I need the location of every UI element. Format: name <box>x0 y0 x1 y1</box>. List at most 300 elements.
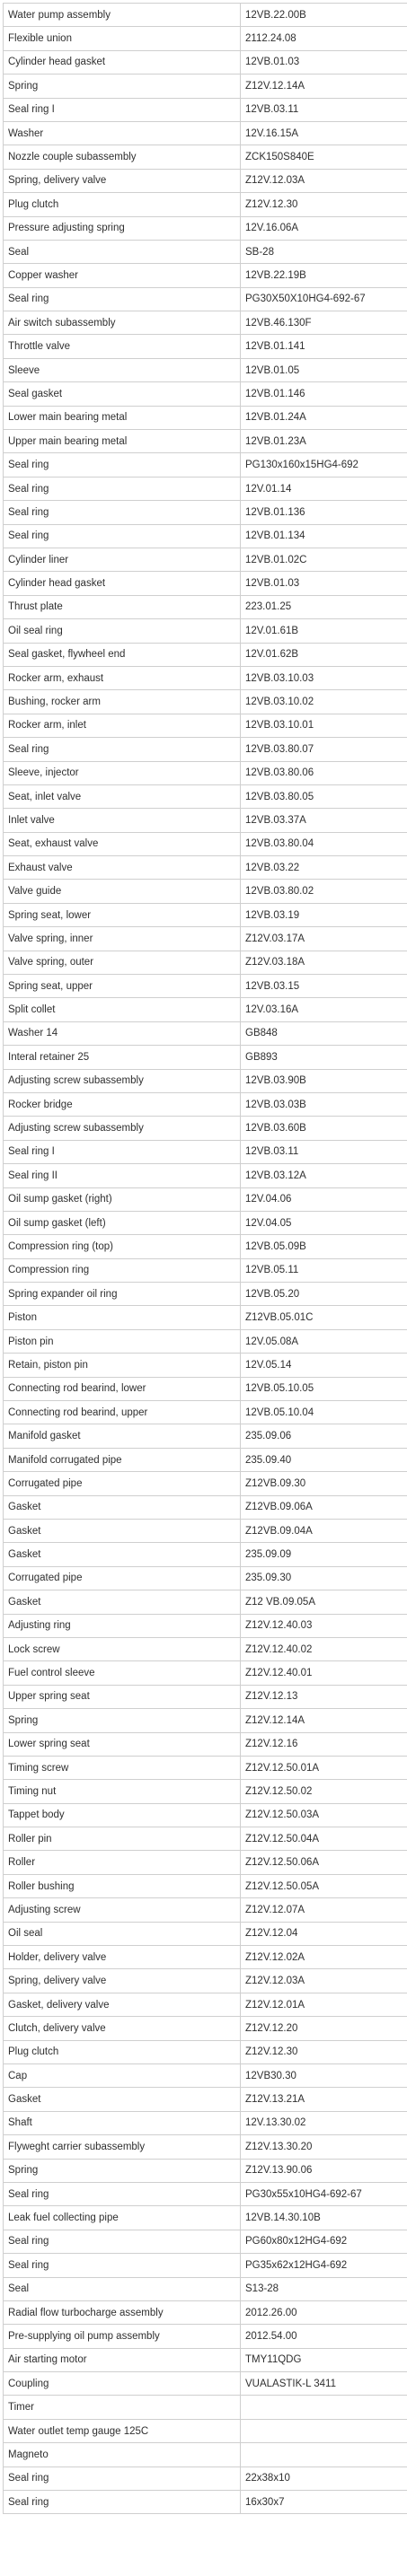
table-row <box>4 406 407 429</box>
table-row <box>4 998 407 1021</box>
table-row <box>4 619 407 643</box>
table-row <box>4 382 407 406</box>
part-name-cell: Inlet valve <box>4 809 241 832</box>
part-number-cell: PG60x80x12HG4-692 <box>241 2230 407 2253</box>
table-row <box>4 1637 407 1660</box>
table-row <box>4 1756 407 1779</box>
part-number-cell: 235.09.09 <box>241 1543 407 1566</box>
part-name-cell: Interal retainer 25 <box>4 1046 241 1069</box>
table-row <box>4 1732 407 1756</box>
table-row <box>4 1520 407 1543</box>
part-number-cell: Z12V.12.14A <box>241 74 407 98</box>
part-number-cell: 12V.04.05 <box>241 1211 407 1234</box>
part-name-cell: Throttle valve <box>4 335 241 358</box>
table-row <box>4 809 407 832</box>
part-name-cell: Seal ring I <box>4 1140 241 1163</box>
part-number-cell: 12VB.14.30.10B <box>241 2206 407 2230</box>
table-row <box>4 666 407 689</box>
part-name-cell: Sleeve, injector <box>4 761 241 784</box>
table-row <box>4 2254 407 2277</box>
part-number-cell: 2112.24.08 <box>241 27 407 50</box>
table-row <box>4 2396 407 2419</box>
table-row <box>4 1187 407 1211</box>
part-number-cell: Z12V.12.40.03 <box>241 1614 407 1637</box>
part-number-cell <box>241 2443 407 2466</box>
table-row <box>4 145 407 169</box>
part-name-cell: Thrust plate <box>4 595 241 618</box>
part-name-cell: Lower spring seat <box>4 1732 241 1756</box>
part-name-cell: Flexible union <box>4 27 241 50</box>
part-name-cell: Manifold corrugated pipe <box>4 1448 241 1471</box>
part-number-cell: 12VB.05.11 <box>241 1258 407 1282</box>
part-name-cell: Rocker arm, inlet <box>4 714 241 737</box>
part-number-cell: 12VB.01.141 <box>241 335 407 358</box>
table-row <box>4 2466 407 2490</box>
part-number-cell: PG30x55x10HG4-692-67 <box>241 2182 407 2205</box>
part-name-cell: Seal ring <box>4 453 241 477</box>
part-name-cell: Washer 14 <box>4 1021 241 1045</box>
part-name-cell: Seal ring <box>4 501 241 524</box>
part-name-cell: Oil seal ring <box>4 619 241 643</box>
part-name-cell: Compression ring (top) <box>4 1235 241 1258</box>
part-name-cell: Spring seat, lower <box>4 903 241 926</box>
table-row <box>4 2135 407 2159</box>
table-row <box>4 1354 407 1377</box>
table-row <box>4 2443 407 2466</box>
table-row <box>4 2017 407 2040</box>
table-row <box>4 1851 407 1874</box>
table-row <box>4 1803 407 1827</box>
part-name-cell: Copper washer <box>4 264 241 287</box>
part-name-cell: Seal ring <box>4 524 241 548</box>
part-number-cell: 12V.01.61B <box>241 619 407 643</box>
part-number-cell: S13-28 <box>241 2277 407 2300</box>
part-name-cell: Valve spring, outer <box>4 951 241 974</box>
part-name-cell: Seal gasket <box>4 382 241 406</box>
part-name-cell: Air starting motor <box>4 2348 241 2371</box>
part-number-cell: Z12V.12.50.04A <box>241 1827 407 1851</box>
table-row <box>4 927 407 951</box>
part-number-cell: 12V.04.06 <box>241 1187 407 1211</box>
part-name-cell: Lower main bearing metal <box>4 406 241 429</box>
part-name-cell: Pre-supplying oil pump assembly <box>4 2325 241 2348</box>
part-name-cell: Piston <box>4 1306 241 1329</box>
table-row <box>4 216 407 240</box>
table-row <box>4 2300 407 2324</box>
part-number-cell: Z12V.13.90.06 <box>241 2159 407 2182</box>
part-name-cell: Seat, inlet valve <box>4 784 241 808</box>
part-name-cell: Seal ring I <box>4 98 241 121</box>
table-row <box>4 169 407 192</box>
table-row <box>4 430 407 453</box>
part-number-cell: 12VB.01.05 <box>241 358 407 381</box>
part-name-cell: Adjusting screw <box>4 1898 241 1922</box>
part-name-cell: Upper spring seat <box>4 1685 241 1708</box>
table-row <box>4 1827 407 1851</box>
part-number-cell: 12VB.01.23A <box>241 430 407 453</box>
table-row <box>4 1258 407 1282</box>
part-name-cell: Clutch, delivery valve <box>4 2017 241 2040</box>
part-number-cell <box>241 2419 407 2442</box>
part-number-cell: 12VB.03.80.06 <box>241 761 407 784</box>
part-number-cell: 12VB.05.09B <box>241 1235 407 1258</box>
table-row <box>4 738 407 761</box>
table-row <box>4 1898 407 1922</box>
part-number-cell: 12VB.03.60B <box>241 1117 407 1140</box>
part-number-cell: 12VB.03.11 <box>241 98 407 121</box>
part-name-cell: Radial flow turbocharge assembly <box>4 2300 241 2324</box>
table-row <box>4 761 407 784</box>
part-name-cell: Roller bushing <box>4 1874 241 1897</box>
part-name-cell: Seal ring <box>4 2466 241 2490</box>
part-number-cell: GB848 <box>241 1021 407 1045</box>
part-name-cell: Tappet body <box>4 1803 241 1827</box>
part-name-cell: Leak fuel collecting pipe <box>4 2206 241 2230</box>
parts-table <box>3 3 407 2514</box>
table-row <box>4 2277 407 2300</box>
part-name-cell: Water outlet temp gauge 125C <box>4 2419 241 2442</box>
part-number-cell: Z12V.12.20 <box>241 2017 407 2040</box>
table-row <box>4 1046 407 1069</box>
part-name-cell: Magneto <box>4 2443 241 2466</box>
table-row <box>4 2372 407 2396</box>
part-number-cell: PG130x160x15HG4-692 <box>241 453 407 477</box>
part-number-cell: 12VB.05.10.05 <box>241 1377 407 1400</box>
part-number-cell: VUALASTIK-L 3411 <box>241 2372 407 2396</box>
part-number-cell: Z12VB.09.04A <box>241 1520 407 1543</box>
part-name-cell: Corrugated pipe <box>4 1472 241 1495</box>
part-name-cell: Timer <box>4 2396 241 2419</box>
part-name-cell: Seal ring II <box>4 1164 241 1187</box>
part-name-cell: Fuel control sleeve <box>4 1661 241 1685</box>
table-row <box>4 1283 407 1306</box>
part-number-cell: 12VB.03.11 <box>241 1140 407 1163</box>
table-row <box>4 2325 407 2348</box>
table-row <box>4 1661 407 1685</box>
part-number-cell: 12VB.03.15 <box>241 975 407 998</box>
part-number-cell: Z12 VB.09.05A <box>241 1590 407 1614</box>
part-number-cell: 12VB.01.03 <box>241 572 407 595</box>
part-name-cell: Shaft <box>4 2111 241 2134</box>
table-row <box>4 311 407 335</box>
part-name-cell: Cylinder head gasket <box>4 50 241 74</box>
part-number-cell: 12VB.22.19B <box>241 264 407 287</box>
part-name-cell: Timing screw <box>4 1756 241 1779</box>
table-row <box>4 2159 407 2182</box>
part-name-cell: Exhaust valve <box>4 856 241 880</box>
part-name-cell: Adjusting screw subassembly <box>4 1117 241 1140</box>
part-number-cell: Z12V.12.50.02 <box>241 1780 407 1803</box>
part-number-cell: 12V.05.08A <box>241 1329 407 1353</box>
part-name-cell: Rocker arm, exhaust <box>4 666 241 689</box>
part-name-cell: Nozzle couple subassembly <box>4 145 241 169</box>
part-number-cell: 235.09.40 <box>241 1448 407 1471</box>
part-name-cell: Washer <box>4 121 241 145</box>
table-row <box>4 2088 407 2111</box>
part-number-cell: 12VB.03.80.05 <box>241 784 407 808</box>
part-name-cell: Spring <box>4 74 241 98</box>
table-row <box>4 240 407 263</box>
part-name-cell: Spring expander oil ring <box>4 1283 241 1306</box>
part-number-cell: Z12V.12.50.05A <box>241 1874 407 1897</box>
part-name-cell: Piston pin <box>4 1329 241 1353</box>
part-name-cell: Air switch subassembly <box>4 311 241 335</box>
part-number-cell: Z12V.12.50.01A <box>241 1756 407 1779</box>
part-name-cell: Seal <box>4 240 241 263</box>
part-number-cell: 12V.16.15A <box>241 121 407 145</box>
part-number-cell: 12VB.03.80.02 <box>241 880 407 903</box>
part-number-cell: 12VB.03.10.03 <box>241 666 407 689</box>
table-row <box>4 1235 407 1258</box>
table-row <box>4 1922 407 1945</box>
part-number-cell: ZCK150S840E <box>241 145 407 169</box>
part-number-cell: 2012.54.00 <box>241 2325 407 2348</box>
table-row <box>4 784 407 808</box>
table-row <box>4 501 407 524</box>
part-name-cell: Seal ring <box>4 2491 241 2514</box>
part-name-cell: Oil seal <box>4 1922 241 1945</box>
table-row <box>4 98 407 121</box>
table-row <box>4 1401 407 1424</box>
table-row <box>4 2063 407 2087</box>
part-number-cell: 12VB.05.10.04 <box>241 1401 407 1424</box>
part-number-cell: Z12VB.09.30 <box>241 1472 407 1495</box>
part-number-cell: Z12V.12.40.02 <box>241 1637 407 1660</box>
table-row <box>4 2182 407 2205</box>
table-row <box>4 2419 407 2442</box>
part-name-cell: Plug clutch <box>4 193 241 216</box>
part-name-cell: Manifold gasket <box>4 1424 241 1448</box>
part-name-cell: Seal ring <box>4 477 241 500</box>
part-number-cell: 12V.01.14 <box>241 477 407 500</box>
table-row <box>4 2491 407 2514</box>
table-row <box>4 2230 407 2253</box>
part-name-cell: Coupling <box>4 2372 241 2396</box>
table-row <box>4 951 407 974</box>
table-row <box>4 1306 407 1329</box>
part-number-cell: Z12V.12.16 <box>241 1732 407 1756</box>
table-row <box>4 2040 407 2063</box>
part-name-cell: Oil sump gasket (right) <box>4 1187 241 1211</box>
part-name-cell: Corrugated pipe <box>4 1566 241 1590</box>
table-row <box>4 27 407 50</box>
part-name-cell: Retain, piston pin <box>4 1354 241 1377</box>
part-number-cell: 12VB.03.80.04 <box>241 832 407 855</box>
table-row <box>4 1614 407 1637</box>
table-row <box>4 1543 407 1566</box>
part-number-cell: 12VB.01.03 <box>241 50 407 74</box>
table-row <box>4 477 407 500</box>
table-row <box>4 1069 407 1092</box>
table-row <box>4 358 407 381</box>
table-row <box>4 1424 407 1448</box>
part-name-cell: Adjusting screw subassembly <box>4 1069 241 1092</box>
part-name-cell: Lock screw <box>4 1637 241 1660</box>
part-number-cell: Z12VB.05.01C <box>241 1306 407 1329</box>
table-row <box>4 2348 407 2371</box>
part-number-cell: Z12V.12.30 <box>241 2040 407 2063</box>
table-row <box>4 1211 407 1234</box>
part-number-cell: 12VB.01.02C <box>241 548 407 571</box>
table-row <box>4 643 407 666</box>
part-name-cell: Seat, exhaust valve <box>4 832 241 855</box>
part-name-cell: Connecting rod bearind, lower <box>4 1377 241 1400</box>
part-name-cell: Spring <box>4 2159 241 2182</box>
part-number-cell: SB-28 <box>241 240 407 263</box>
part-name-cell: Gasket <box>4 1543 241 1566</box>
part-name-cell: Valve guide <box>4 880 241 903</box>
part-name-cell: Gasket <box>4 1590 241 1614</box>
part-name-cell: Seal ring <box>4 2230 241 2253</box>
table-row <box>4 1709 407 1732</box>
part-number-cell: Z12V.13.30.20 <box>241 2135 407 2159</box>
part-name-cell: Seal <box>4 2277 241 2300</box>
part-name-cell: Seal gasket, flywheel end <box>4 643 241 666</box>
part-name-cell: Gasket <box>4 2088 241 2111</box>
part-number-cell: Z12V.12.30 <box>241 193 407 216</box>
table-row <box>4 4 407 27</box>
table-row <box>4 264 407 287</box>
part-number-cell: 235.09.06 <box>241 1424 407 1448</box>
part-number-cell: 12VB.46.130F <box>241 311 407 335</box>
table-row <box>4 2111 407 2134</box>
part-number-cell: 12VB.05.20 <box>241 1283 407 1306</box>
table-row <box>4 1590 407 1614</box>
part-number-cell: Z12V.13.21A <box>241 2088 407 2111</box>
part-name-cell: Rocker bridge <box>4 1092 241 1116</box>
part-name-cell: Cylinder liner <box>4 548 241 571</box>
part-number-cell: Z12V.12.03A <box>241 169 407 192</box>
part-number-cell: Z12V.12.02A <box>241 1946 407 1969</box>
part-name-cell: Roller pin <box>4 1827 241 1851</box>
part-name-cell: Seal ring <box>4 2254 241 2277</box>
part-number-cell: Z12V.12.14A <box>241 1709 407 1732</box>
table-row <box>4 50 407 74</box>
part-number-cell: 12VB.01.136 <box>241 501 407 524</box>
part-name-cell: Upper main bearing metal <box>4 430 241 453</box>
part-number-cell: Z12V.03.18A <box>241 951 407 974</box>
part-number-cell: Z12V.12.50.03A <box>241 1803 407 1827</box>
table-row <box>4 1780 407 1803</box>
part-number-cell: 16x30x7 <box>241 2491 407 2514</box>
part-name-cell: Seal ring <box>4 287 241 311</box>
part-name-cell: Adjusting ring <box>4 1614 241 1637</box>
part-number-cell: Z12V.12.40.01 <box>241 1661 407 1685</box>
part-name-cell: Spring <box>4 1709 241 1732</box>
part-number-cell: 12V.13.30.02 <box>241 2111 407 2134</box>
part-name-cell: Bushing, rocker arm <box>4 690 241 714</box>
part-number-cell: 223.01.25 <box>241 595 407 618</box>
table-row <box>4 1874 407 1897</box>
table-row <box>4 1969 407 1993</box>
part-number-cell: Z12V.12.04 <box>241 1922 407 1945</box>
part-number-cell: PG30X50X10HG4-692-67 <box>241 287 407 311</box>
part-name-cell: Connecting rod bearind, upper <box>4 1401 241 1424</box>
table-row <box>4 524 407 548</box>
part-number-cell: 12V.01.62B <box>241 643 407 666</box>
parts-table-body <box>4 4 407 2514</box>
table-row <box>4 335 407 358</box>
part-name-cell: Oil sump gasket (left) <box>4 1211 241 1234</box>
table-row <box>4 975 407 998</box>
part-number-cell: 12VB.22.00B <box>241 4 407 27</box>
part-number-cell: 12VB.01.24A <box>241 406 407 429</box>
part-number-cell: 2012.26.00 <box>241 2300 407 2324</box>
table-row <box>4 572 407 595</box>
table-row <box>4 1946 407 1969</box>
part-name-cell: Cap <box>4 2063 241 2087</box>
table-row <box>4 690 407 714</box>
part-name-cell: Gasket <box>4 1495 241 1519</box>
part-number-cell: 12V.05.14 <box>241 1354 407 1377</box>
part-number-cell: 12VB.03.03B <box>241 1092 407 1116</box>
part-number-cell: 12VB.01.146 <box>241 382 407 406</box>
part-number-cell: Z12V.12.50.06A <box>241 1851 407 1874</box>
part-name-cell: Seal ring <box>4 2182 241 2205</box>
table-row <box>4 595 407 618</box>
part-number-cell: TMY11QDG <box>241 2348 407 2371</box>
table-row <box>4 193 407 216</box>
part-name-cell: Plug clutch <box>4 2040 241 2063</box>
part-number-cell: Z12V.03.17A <box>241 927 407 951</box>
table-row <box>4 1329 407 1353</box>
table-row <box>4 548 407 571</box>
part-name-cell: Pressure adjusting spring <box>4 216 241 240</box>
part-name-cell: Roller <box>4 1851 241 1874</box>
part-name-cell: Spring seat, upper <box>4 975 241 998</box>
part-name-cell: Split collet <box>4 998 241 1021</box>
part-name-cell: Gasket, delivery valve <box>4 1993 241 2016</box>
table-row <box>4 1685 407 1708</box>
part-name-cell: Sleeve <box>4 358 241 381</box>
part-number-cell: 12V.03.16A <box>241 998 407 1021</box>
part-number-cell <box>241 2396 407 2419</box>
table-row <box>4 1021 407 1045</box>
part-number-cell: 12V.16.06A <box>241 216 407 240</box>
table-row <box>4 287 407 311</box>
table-row <box>4 1993 407 2016</box>
part-name-cell: Valve spring, inner <box>4 927 241 951</box>
part-number-cell: 12VB.01.134 <box>241 524 407 548</box>
part-number-cell: 12VB.03.90B <box>241 1069 407 1092</box>
part-number-cell: 12VB.03.37A <box>241 809 407 832</box>
part-name-cell: Timing nut <box>4 1780 241 1803</box>
table-row <box>4 714 407 737</box>
part-name-cell: Cylinder head gasket <box>4 572 241 595</box>
table-row <box>4 1164 407 1187</box>
part-number-cell: 235.09.30 <box>241 1566 407 1590</box>
part-name-cell: Flyweght carrier subassembly <box>4 2135 241 2159</box>
table-row <box>4 903 407 926</box>
part-number-cell: 12VB30.30 <box>241 2063 407 2087</box>
table-row <box>4 1377 407 1400</box>
part-number-cell: 12VB.03.80.07 <box>241 738 407 761</box>
table-row <box>4 2206 407 2230</box>
table-row <box>4 1140 407 1163</box>
part-number-cell: Z12VB.09.06A <box>241 1495 407 1519</box>
part-name-cell: Seal ring <box>4 738 241 761</box>
part-name-cell: Gasket <box>4 1520 241 1543</box>
part-number-cell: 12VB.03.12A <box>241 1164 407 1187</box>
part-number-cell: Z12V.12.03A <box>241 1969 407 1993</box>
part-number-cell: PG35x62x12HG4-692 <box>241 2254 407 2277</box>
part-name-cell: Holder, delivery valve <box>4 1946 241 1969</box>
part-name-cell: Water pump assembly <box>4 4 241 27</box>
table-row <box>4 1092 407 1116</box>
table-row <box>4 121 407 145</box>
part-number-cell: GB893 <box>241 1046 407 1069</box>
part-name-cell: Compression ring <box>4 1258 241 1282</box>
